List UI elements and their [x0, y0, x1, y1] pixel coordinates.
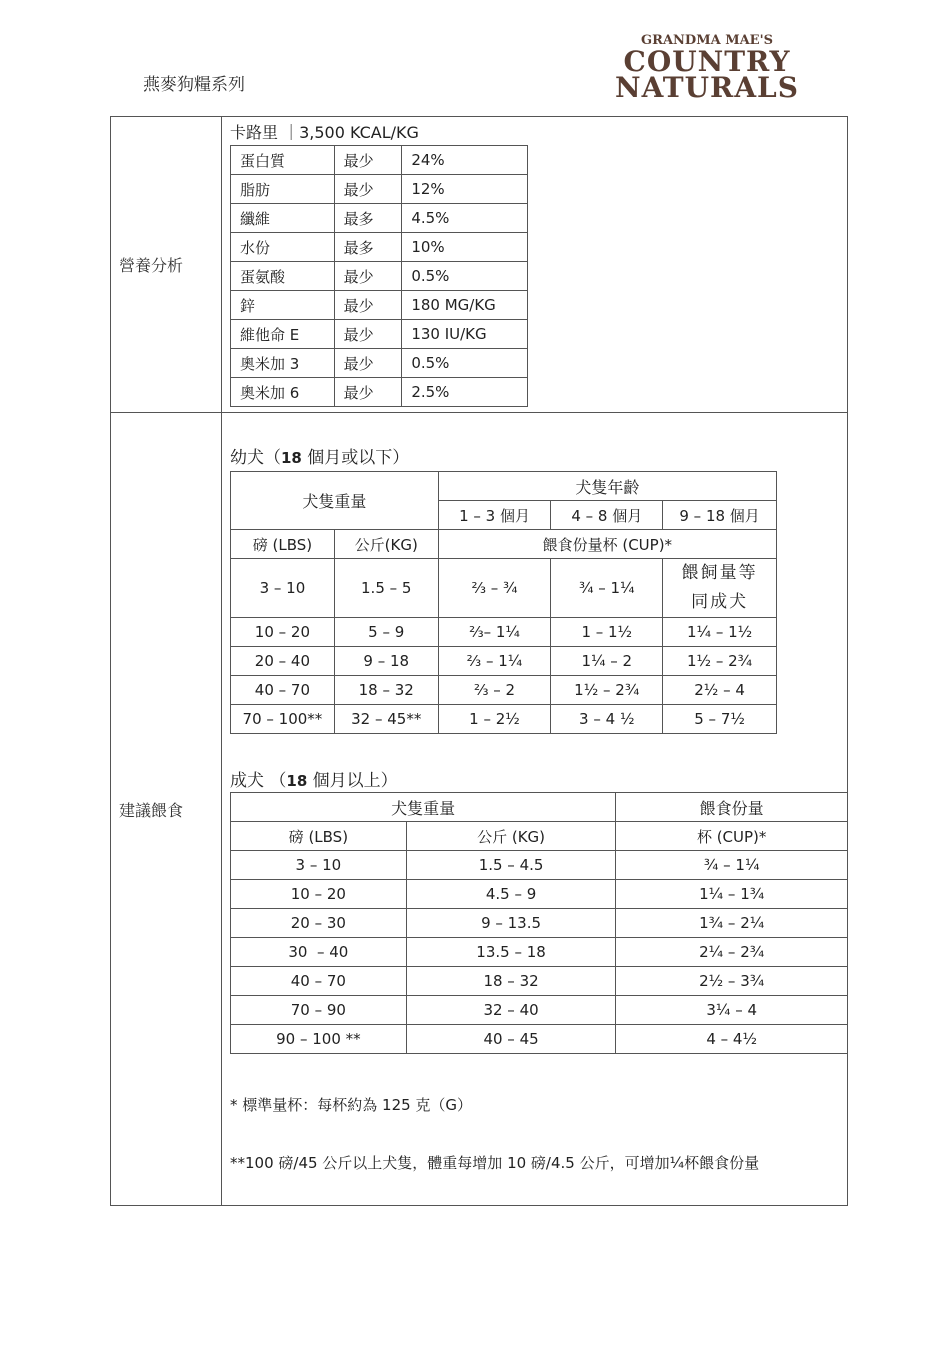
footnote-cup-size: * 標準量杯：每杯約為 125 克（G） — [230, 1096, 473, 1114]
table-row — [231, 705, 777, 734]
lbs-cell: 20 – 30 — [231, 909, 407, 938]
table-row — [231, 676, 777, 705]
age-header: 犬隻年齡 — [438, 472, 776, 501]
kg-cell: 40 – 45 — [406, 1025, 616, 1054]
age-col-9-18: 9 – 18 個月 — [663, 501, 777, 530]
cup-cell: 2¼ – 2¾ — [616, 938, 848, 967]
nutrient-name: 水份 — [231, 233, 335, 262]
lbs-cell: 70 – 90 — [231, 996, 407, 1025]
adult-header-row-2 — [231, 822, 848, 851]
nutrition-label: 營養分析 — [111, 117, 222, 413]
nutrient-qualifier: 最多 — [334, 204, 402, 233]
lbs-cell: 40 – 70 — [231, 676, 335, 705]
adult-heading-age: 18 — [286, 772, 308, 790]
nutrient-name: 纖維 — [231, 204, 335, 233]
feeding-content — [222, 413, 848, 1206]
nutrient-row — [231, 233, 528, 262]
series-title: 燕麥狗糧系列 — [143, 75, 245, 95]
cup-cell: 3¼ – 4 — [616, 996, 848, 1025]
nutrient-row — [231, 349, 528, 378]
cup-9-18-cell: 2½ – 4 — [663, 676, 777, 705]
nutrient-name: 奧米加 3 — [231, 349, 335, 378]
product-info-table — [110, 116, 848, 1206]
brand-logo — [607, 34, 807, 102]
nutrient-row — [231, 320, 528, 349]
table-row — [231, 967, 848, 996]
cup-1-3-cell: ⅔ – ¾ — [438, 559, 551, 618]
nutrient-row — [231, 204, 528, 233]
puppy-header-row-1 — [231, 472, 777, 501]
table-row — [231, 909, 848, 938]
lbs-header: 磅 (LBS) — [231, 822, 407, 851]
cup-cell: 1¼ – 1¾ — [616, 880, 848, 909]
nutrient-value: 180 MG/KG — [402, 291, 528, 320]
cup-4-8-cell: ¾ – 1¼ — [551, 559, 663, 618]
calories-line: 卡路里 ｜3,500 KCAL/KG — [230, 123, 419, 142]
nutrient-value: 2.5% — [402, 378, 528, 407]
nutrient-qualifier: 最少 — [334, 291, 402, 320]
table-row — [231, 880, 848, 909]
kg-cell: 1.5 – 4.5 — [406, 851, 616, 880]
kg-cell: 18 – 32 — [406, 967, 616, 996]
nutrient-qualifier: 最少 — [334, 175, 402, 204]
nutrient-row — [231, 175, 528, 204]
nutrition-table — [230, 145, 528, 407]
adult-heading-prefix: 成犬 （ — [230, 771, 287, 791]
nutrient-qualifier: 最少 — [334, 378, 402, 407]
nutrient-name: 維他命 E — [231, 320, 335, 349]
kg-cell: 13.5 – 18 — [406, 938, 616, 967]
nutrient-value: 10% — [402, 233, 528, 262]
puppy-heading-age: 18 — [281, 449, 302, 467]
feeding-label: 建議餵食 — [111, 413, 222, 1206]
adult-feeding-table — [230, 792, 848, 1054]
cup-9-18-cell: 5 – 7½ — [663, 705, 777, 734]
lbs-cell: 30 – 40 — [231, 938, 407, 967]
puppy-heading-prefix: 幼犬（ — [230, 448, 281, 468]
cup-1-3-cell: 1 – 2½ — [438, 705, 551, 734]
nutrient-value: 24% — [402, 146, 528, 175]
cup-4-8-cell: 1¼ – 2 — [551, 647, 663, 676]
lbs-cell: 10 – 20 — [231, 618, 335, 647]
nutrient-value: 0.5% — [402, 262, 528, 291]
lbs-cell: 40 – 70 — [231, 967, 407, 996]
nutrient-value: 130 IU/KG — [402, 320, 528, 349]
cup-cell: 1¾ – 2¼ — [616, 909, 848, 938]
lbs-cell: 10 – 20 — [231, 880, 407, 909]
nutrient-name: 脂肪 — [231, 175, 335, 204]
logo-line-1: GRANDMA MAE'S — [641, 33, 773, 48]
nutrient-qualifier: 最少 — [334, 320, 402, 349]
cup-4-8-cell: 1 – 1½ — [551, 618, 663, 647]
adult-heading — [230, 766, 398, 791]
nutrient-row — [231, 146, 528, 175]
nutrient-value: 0.5% — [402, 349, 528, 378]
kg-header: 公斤 (KG) — [406, 822, 616, 851]
lbs-cell: 20 – 40 — [231, 647, 335, 676]
nutrient-name: 蛋氨酸 — [231, 262, 335, 291]
footnote-large-dogs: **100 磅/45 公斤以上犬隻，體重每增加 10 磅/4.5 公斤，可增加¼杯餵食份量 — [230, 1154, 760, 1172]
kg-cell: 9 – 13.5 — [406, 909, 616, 938]
nutrient-value: 4.5% — [402, 204, 528, 233]
nutrient-qualifier: 最多 — [334, 233, 402, 262]
table-row — [231, 1025, 848, 1054]
nutrition-content — [222, 117, 848, 413]
portion-header: 餵食份量 — [616, 793, 848, 822]
table-row — [231, 647, 777, 676]
table-row — [231, 851, 848, 880]
lbs-cell: 3 – 10 — [231, 851, 407, 880]
nutrient-name: 鋅 — [231, 291, 335, 320]
lbs-cell: 90 – 100 ** — [231, 1025, 407, 1054]
cup-4-8-cell: 3 – 4 ½ — [551, 705, 663, 734]
kg-cell: 1.5 – 5 — [334, 559, 438, 618]
puppy-feeding-table — [230, 471, 777, 734]
cup-1-3-cell: ⅔ – 2 — [438, 676, 551, 705]
cup-cell: ¾ – 1¼ — [616, 851, 848, 880]
nutrient-qualifier: 最少 — [334, 262, 402, 291]
cup-1-3-cell: ⅔ – 1¼ — [438, 647, 551, 676]
table-row — [231, 996, 848, 1025]
lbs-header: 磅 (LBS) — [231, 530, 335, 559]
cup-9-18-cell: 1½ – 2¾ — [663, 647, 777, 676]
table-row — [231, 618, 777, 647]
cup-header: 餵食份量杯 (CUP)* — [438, 530, 776, 559]
kg-cell: 9 – 18 — [334, 647, 438, 676]
kg-cell: 4.5 – 9 — [406, 880, 616, 909]
nutrient-name: 蛋白質 — [231, 146, 335, 175]
cup-9-18-cell: 1¼ – 1½ — [663, 618, 777, 647]
nutrition-section — [111, 117, 848, 413]
cup-9-18-cell: 餵飼量等同成犬 — [663, 559, 777, 618]
table-row — [231, 559, 777, 618]
adult-heading-suffix: 個月以上） — [307, 771, 398, 791]
logo-line-3: NATURALS — [615, 71, 799, 104]
age-col-4-8: 4 – 8 個月 — [551, 501, 663, 530]
kg-cell: 32 – 40 — [406, 996, 616, 1025]
age-col-1-3: 1 – 3 個月 — [438, 501, 551, 530]
cup-cell: 4 – 4½ — [616, 1025, 848, 1054]
weight-header: 犬隻重量 — [231, 472, 439, 530]
kg-cell: 32 – 45** — [334, 705, 438, 734]
adult-header-row-1 — [231, 793, 848, 822]
kg-cell: 18 – 32 — [334, 676, 438, 705]
nutrient-row — [231, 262, 528, 291]
puppy-heading — [230, 443, 409, 468]
kg-cell: 5 – 9 — [334, 618, 438, 647]
puppy-header-row-3 — [231, 530, 777, 559]
nutrient-qualifier: 最少 — [334, 146, 402, 175]
table-row — [231, 938, 848, 967]
cup-cell: 2½ – 3¾ — [616, 967, 848, 996]
puppy-heading-suffix: 個月或以下） — [301, 448, 410, 468]
nutrient-value: 12% — [402, 175, 528, 204]
nutrient-qualifier: 最少 — [334, 349, 402, 378]
cup-header: 杯 (CUP)* — [616, 822, 848, 851]
kg-header: 公斤(KG) — [334, 530, 438, 559]
weight-header: 犬隻重量 — [231, 793, 616, 822]
cup-1-3-cell: ⅔– 1¼ — [438, 618, 551, 647]
logo-line-2: COUNTRY — [623, 45, 791, 78]
lbs-cell: 3 – 10 — [231, 559, 335, 618]
nutrient-row — [231, 378, 528, 407]
cup-4-8-cell: 1½ – 2¾ — [551, 676, 663, 705]
nutrient-row — [231, 291, 528, 320]
feeding-section — [111, 413, 848, 1206]
lbs-cell: 70 – 100** — [231, 705, 335, 734]
nutrient-name: 奧米加 6 — [231, 378, 335, 407]
